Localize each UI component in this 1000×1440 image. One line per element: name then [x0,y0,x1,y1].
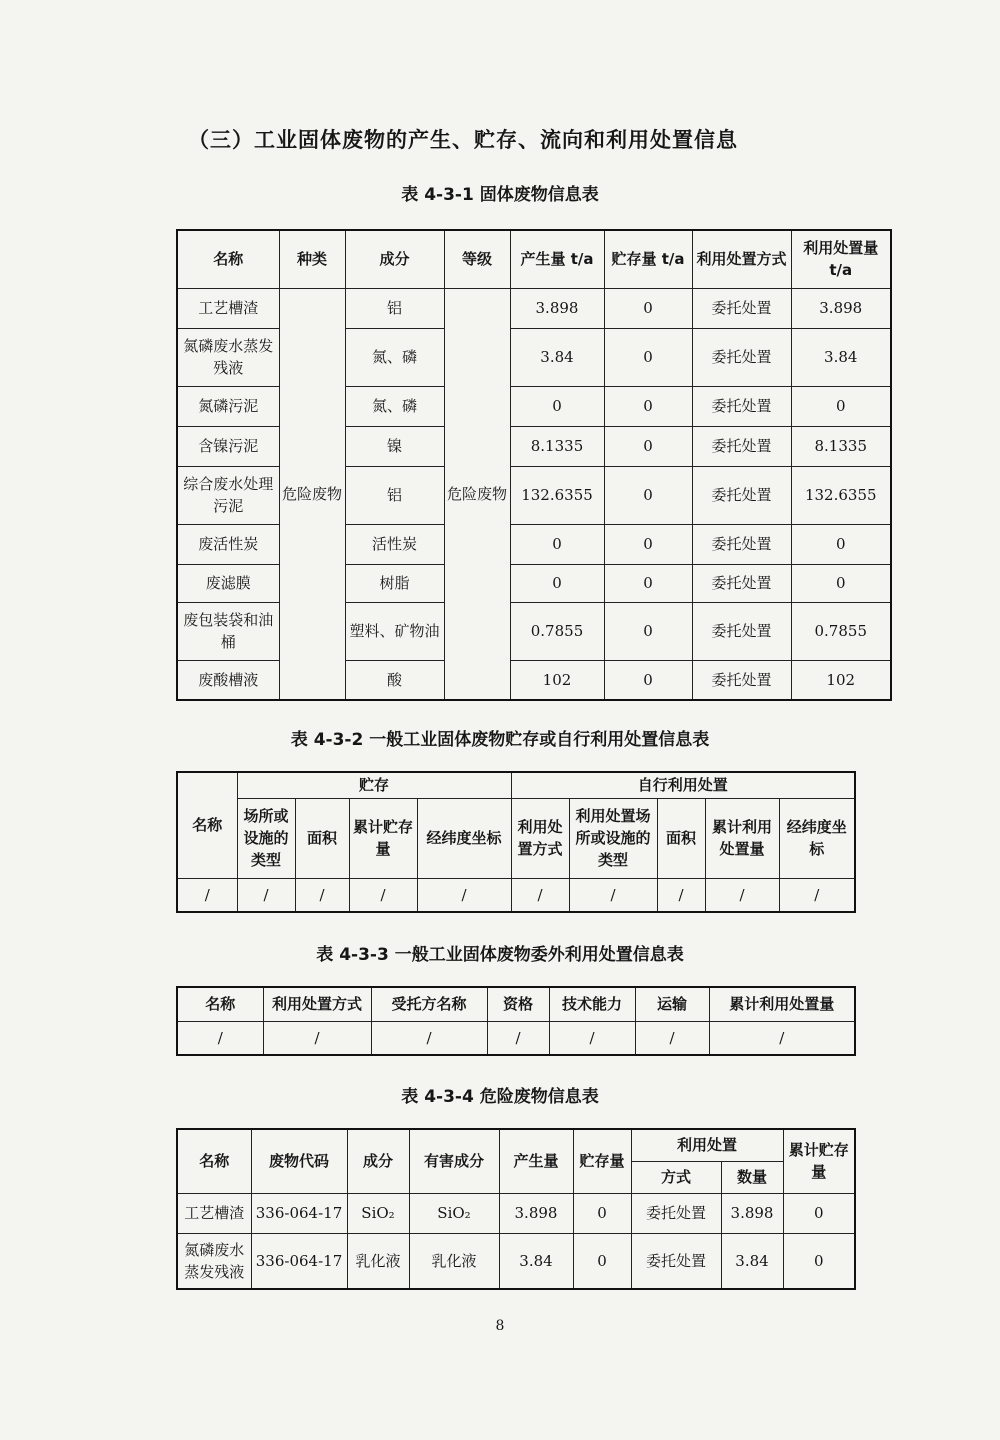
table3-header-cell: 受托方名称 [371,987,487,1021]
stored-cell: 0 [604,660,692,700]
amount-cell: 3.898 [791,288,891,328]
table2-sub-header: 利用处置场所或设施的类型 [569,798,657,878]
table2-sub-header: 累计利用处置量 [705,798,779,878]
table4-header-row [177,1129,855,1161]
hazardous-waste-info-table [176,1128,856,1290]
table2-cell: / [237,878,295,912]
table2-sub-header: 累计贮存量 [349,798,417,878]
table-row [177,878,855,912]
produced-cell: 132.6355 [510,466,604,524]
method-cell: 委托处置 [631,1233,721,1289]
cumulative-stored-cell: 0 [783,1233,855,1289]
component-cell: 活性炭 [345,524,444,564]
table1-header-cell: 贮存量 t/a [604,230,692,288]
table2-sub-header: 经纬度坐标 [417,798,511,878]
table4-header-cell: 有害成分 [409,1129,499,1193]
table3-header-cell: 利用处置方式 [263,987,371,1021]
harmful-component-cell: 乳化液 [409,1233,499,1289]
component-cell: 铝 [345,288,444,328]
table2-cell: / [511,878,569,912]
waste-code-cell: 336-064-17 [251,1193,347,1233]
waste-name-cell: 工艺槽渣 [177,288,279,328]
produced-cell: 0 [510,564,604,602]
produced-cell: 0 [510,386,604,426]
table3-cell: / [487,1021,549,1055]
table1-header-cell: 利用处置方式 [692,230,791,288]
table3-header-cell: 名称 [177,987,263,1021]
stored-cell: 0 [604,288,692,328]
component-cell: 氮、磷 [345,386,444,426]
component-cell: 氮、磷 [345,328,444,386]
method-cell: 委托处置 [692,466,791,524]
stored-cell: 0 [604,466,692,524]
table2-cell: / [705,878,779,912]
method-cell: 委托处置 [692,524,791,564]
table2-sub-header: 面积 [295,798,349,878]
method-cell: 委托处置 [692,602,791,660]
stored-cell: 0 [604,426,692,466]
table3-header-cell: 运输 [635,987,709,1021]
method-cell: 委托处置 [692,564,791,602]
table-row [177,1021,855,1055]
waste-code-cell: 336-064-17 [251,1233,347,1289]
table4-caption: 表 4-3-4 危险废物信息表 [401,1087,599,1107]
stored-cell: 0 [604,386,692,426]
waste-grade-cell: 危险废物 [444,288,510,700]
table1-header-cell: 等级 [444,230,510,288]
produced-cell: 0.7855 [510,602,604,660]
method-cell: 委托处置 [692,660,791,700]
table4-sub-header: 方式 [631,1161,721,1193]
table3-header-cell: 技术能力 [549,987,635,1021]
waste-name-cell: 工艺槽渣 [177,1193,251,1233]
table3-cell: / [635,1021,709,1055]
table1-header-cell: 种类 [279,230,345,288]
table1-header-cell: 产生量 t/a [510,230,604,288]
waste-name-cell: 氮磷废水蒸发残液 [177,1233,251,1289]
amount-cell: 3.84 [791,328,891,386]
produced-cell: 0 [510,524,604,564]
table4-header-cell: 贮存量 [573,1129,631,1193]
method-cell: 委托处置 [631,1193,721,1233]
table4-header-cell: 废物代码 [251,1129,347,1193]
table2-sub-header: 利用处置方式 [511,798,569,878]
table-row [177,1193,855,1233]
waste-name-cell: 氮磷污泥 [177,386,279,426]
table1-header-cell: 利用处置量 t/a [791,230,891,288]
table2-cell: / [657,878,705,912]
general-waste-storage-table [176,771,856,913]
produced-cell: 3.84 [499,1233,573,1289]
table4-header-cell: 产生量 [499,1129,573,1193]
quantity-cell: 3.84 [721,1233,783,1289]
table1-header-cell: 名称 [177,230,279,288]
stored-cell: 0 [604,524,692,564]
component-cell: 酸 [345,660,444,700]
waste-name-cell: 废酸槽液 [177,660,279,700]
section-heading: （三）工业固体废物的产生、贮存、流向和利用处置信息 [188,128,738,152]
table2-sub-header: 面积 [657,798,705,878]
amount-cell: 8.1335 [791,426,891,466]
table3-cell: / [709,1021,855,1055]
method-cell: 委托处置 [692,386,791,426]
table3-cell: / [263,1021,371,1055]
amount-cell: 0 [791,564,891,602]
table4-header-cell: 成分 [347,1129,409,1193]
amount-cell: 132.6355 [791,466,891,524]
amount-cell: 0 [791,524,891,564]
component-cell: 镍 [345,426,444,466]
table1-header-row [177,230,891,288]
waste-name-cell: 综合废水处理污泥 [177,466,279,524]
method-cell: 委托处置 [692,328,791,386]
component-cell: 塑料、矿物油 [345,602,444,660]
stored-cell: 0 [573,1233,631,1289]
waste-name-cell: 废滤膜 [177,564,279,602]
table1-header-cell: 成分 [345,230,444,288]
amount-cell: 0.7855 [791,602,891,660]
component-cell: 树脂 [345,564,444,602]
table3-header-row [177,987,855,1021]
table2-group-header-row [177,772,855,798]
waste-name-cell: 废活性炭 [177,524,279,564]
table3-cell: / [549,1021,635,1055]
stored-cell: 0 [604,328,692,386]
produced-cell: 3.898 [499,1193,573,1233]
table2-self-disposal-group-header: 自行利用处置 [511,772,855,798]
component-cell: 乳化液 [347,1233,409,1289]
page-number: 8 [495,1318,505,1334]
method-cell: 委托处置 [692,426,791,466]
cumulative-stored-cell: 0 [783,1193,855,1233]
table2-cell: / [349,878,417,912]
amount-cell: 102 [791,660,891,700]
table4-header-cell: 累计贮存量 [783,1129,855,1193]
stored-cell: 0 [573,1193,631,1233]
table2-sub-header: 场所或设施的类型 [237,798,295,878]
solid-waste-info-table [176,229,892,701]
table4-sub-header: 数量 [721,1161,783,1193]
waste-name-cell: 废包装袋和油桶 [177,602,279,660]
stored-cell: 0 [604,564,692,602]
table2-cell: / [417,878,511,912]
table3-header-cell: 累计利用处置量 [709,987,855,1021]
table2-sub-header-row [177,798,855,878]
stored-cell: 0 [604,602,692,660]
waste-type-cell: 危险废物 [279,288,345,700]
produced-cell: 8.1335 [510,426,604,466]
component-cell: SiO₂ [347,1193,409,1233]
table3-cell: / [177,1021,263,1055]
table2-name-header: 名称 [177,772,237,878]
general-waste-outsourced-table [176,986,856,1056]
table3-caption: 表 4-3-3 一般工业固体废物委外利用处置信息表 [316,945,684,965]
produced-cell: 102 [510,660,604,700]
waste-name-cell: 含镍污泥 [177,426,279,466]
waste-name-cell: 氮磷废水蒸发残液 [177,328,279,386]
produced-cell: 3.84 [510,328,604,386]
table2-storage-group-header: 贮存 [237,772,511,798]
table2-cell: / [177,878,237,912]
table2-sub-header: 经纬度坐标 [779,798,855,878]
table2-cell: / [295,878,349,912]
component-cell: 铝 [345,466,444,524]
table2-cell: / [779,878,855,912]
table1-caption: 表 4-3-1 固体废物信息表 [401,185,599,205]
table2-caption: 表 4-3-2 一般工业固体废物贮存或自行利用处置信息表 [290,730,710,750]
table-row [177,1233,855,1289]
table4-header-cell: 名称 [177,1129,251,1193]
table2-cell: / [569,878,657,912]
method-cell: 委托处置 [692,288,791,328]
table3-cell: / [371,1021,487,1055]
amount-cell: 0 [791,386,891,426]
harmful-component-cell: SiO₂ [409,1193,499,1233]
table4-disposal-group-header: 利用处置 [631,1129,783,1161]
produced-cell: 3.898 [510,288,604,328]
table3-header-cell: 资格 [487,987,549,1021]
table-row [177,288,891,328]
quantity-cell: 3.898 [721,1193,783,1233]
